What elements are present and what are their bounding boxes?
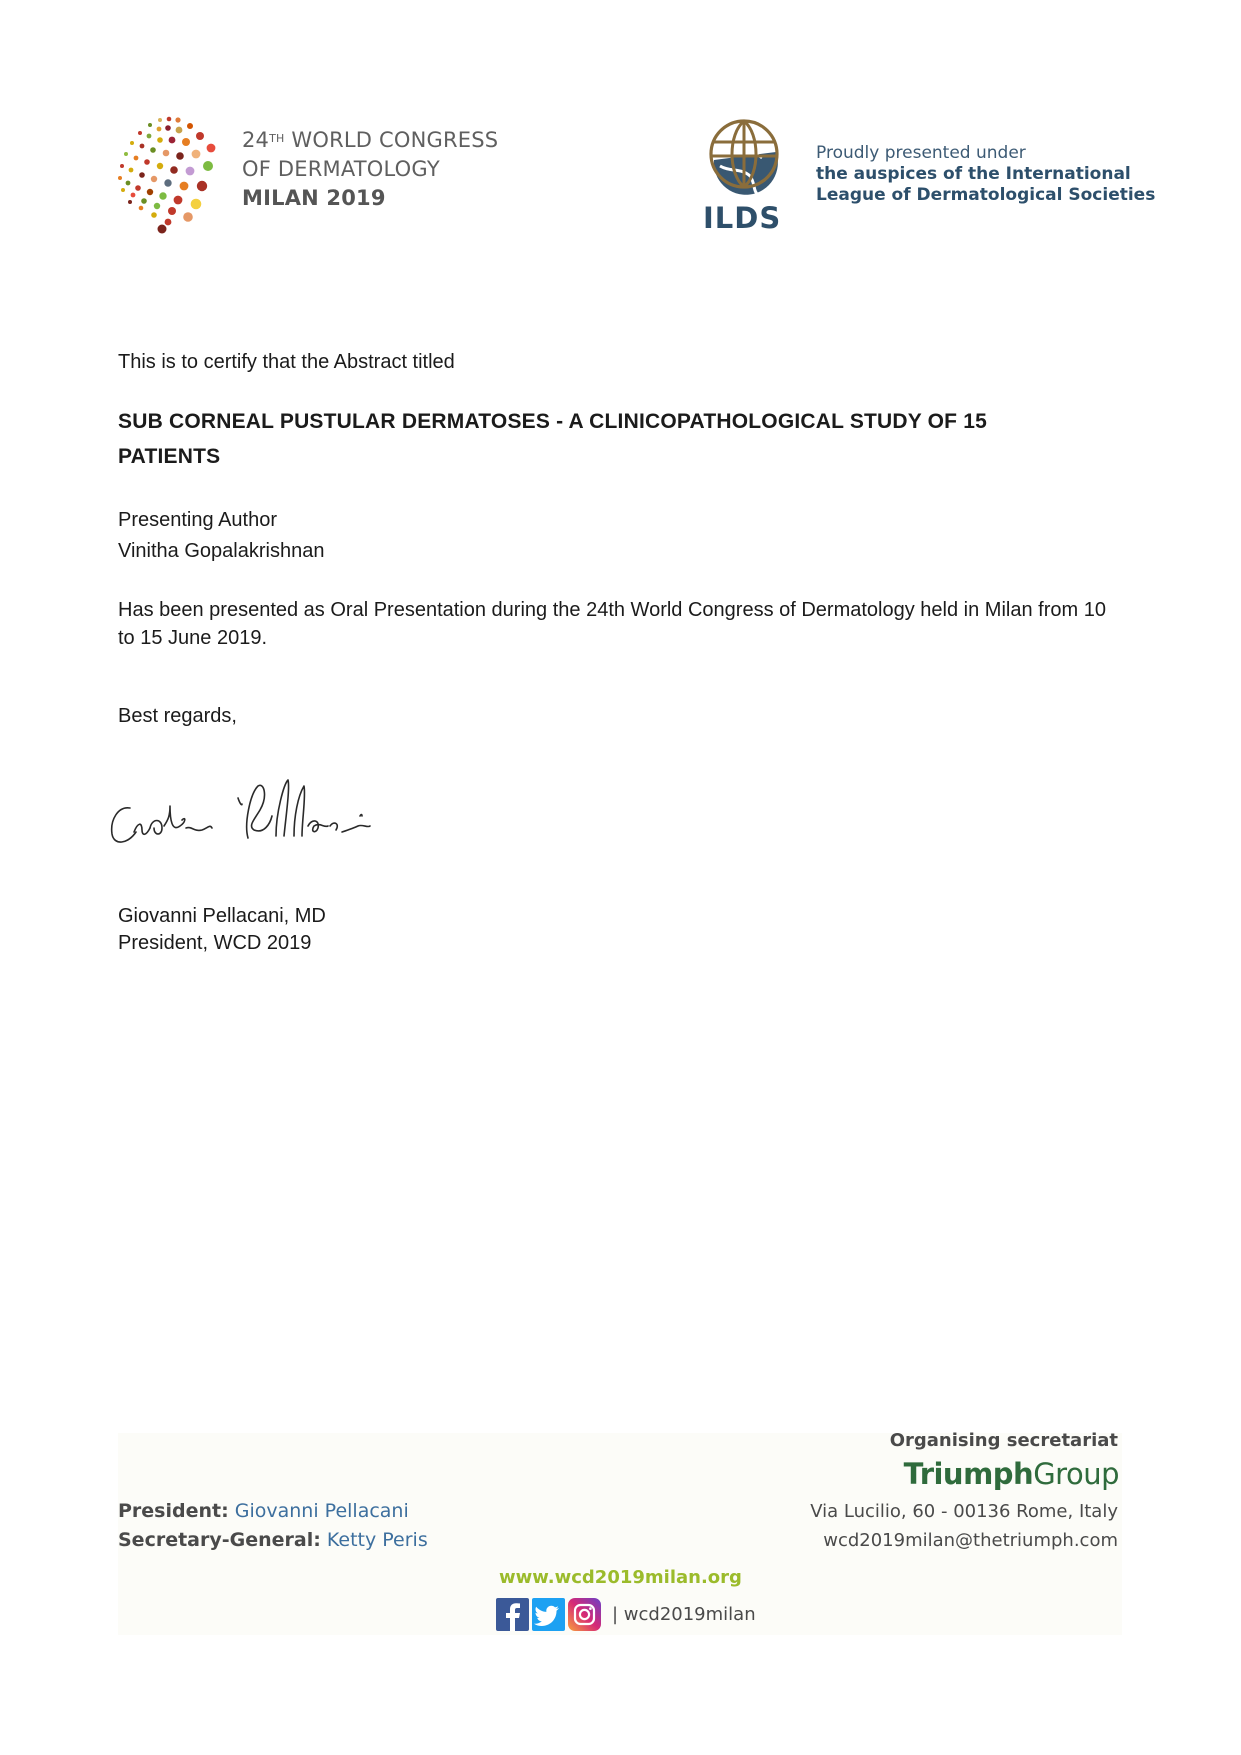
ilds-line-1: Proudly presented under [816, 143, 1026, 163]
secretariat-address: Via Lucilio, 60 - 00136 Rome, Italy [810, 1501, 1118, 1522]
ilds-line-2: the auspices of the International [816, 164, 1131, 184]
wcd-line-2: OF DERMATOLOGY [242, 157, 440, 181]
wcd-dots-logo-icon [116, 116, 226, 234]
ilds-globe-logo-icon [702, 116, 786, 202]
facebook-icon[interactable] [496, 1598, 529, 1631]
signatory-role: President, WCD 2019 [118, 932, 312, 954]
wcd-congress-title [242, 126, 498, 213]
organising-secretariat-label: Organising secretariat [889, 1430, 1118, 1451]
certify-statement: This is to certify that the Abstract titled [118, 351, 455, 373]
closing-regards: Best regards, [118, 705, 237, 727]
president-name: Giovanni Pellacani [234, 1500, 409, 1522]
social-links [496, 1597, 756, 1631]
ilds-line-3: League of Dermatological Societies [816, 185, 1156, 205]
social-handle[interactable]: | wcd2019milan [612, 1603, 756, 1625]
ilds-acronym: ILDS [703, 201, 782, 235]
presentation-statement: Has been presented as Oral Presentation during the 24th World Congress of Dermatology held in Milan from 10 to 15 June 2019. [118, 599, 1106, 649]
wcd-line-3: MILAN 2019 [242, 186, 386, 210]
triumph-bold: Triumph [903, 1457, 1034, 1491]
signature-icon [108, 776, 378, 858]
presenting-author-name: Vinitha Gopalakrishnan [118, 540, 325, 562]
website-link[interactable]: www.wcd2019milan.org [499, 1567, 742, 1588]
secgen-name: Ketty Peris [326, 1529, 428, 1551]
triumph-group-logo [904, 1457, 1119, 1491]
signatory-name: Giovanni Pellacani, MD [118, 905, 326, 927]
instagram-icon[interactable] [568, 1598, 601, 1631]
footer-president [118, 1500, 409, 1522]
secgen-label: Secretary-General: [118, 1529, 321, 1551]
wcd-line-1: 24TH WORLD CONGRESS [242, 128, 499, 152]
footer-secretary-general [118, 1529, 428, 1551]
triumph-regular: Group [1033, 1457, 1119, 1491]
president-label: President: [118, 1500, 229, 1522]
ilds-auspices-text [816, 143, 1155, 206]
presenting-author-label: Presenting Author [118, 509, 277, 531]
abstract-title: SUB CORNEAL PUSTULAR DERMATOSES - A CLINICOPATHOLOGICAL STUDY OF 15 PATIENTS [118, 410, 988, 468]
secretariat-email[interactable]: wcd2019milan@thetriumph.com [823, 1530, 1118, 1551]
twitter-icon[interactable] [532, 1598, 565, 1631]
